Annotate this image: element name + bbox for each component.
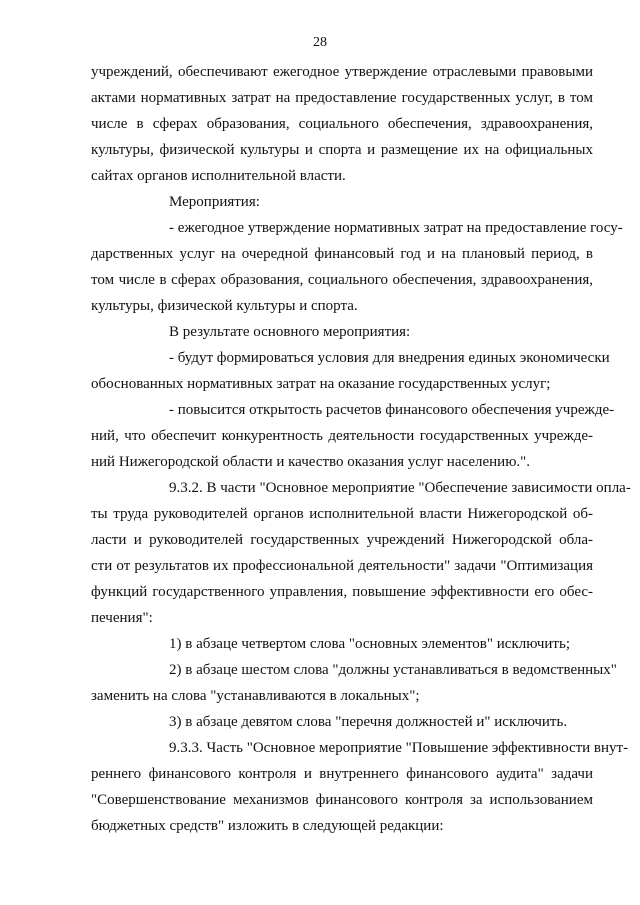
text-line: актами нормативных затрат на предоставление государственных услуг, в том — [91, 90, 593, 106]
text-line: заменить на слова "устанавливаются в локальных"; — [91, 688, 420, 704]
text-line: ний Нижегородской области и качество оказания услуг населению.". — [91, 454, 531, 470]
text-line: дарственных услуг на очередной финансовый год и на плановый период, в — [91, 246, 593, 262]
text-line: - ежегодное утверждение нормативных затрат на предоставление госу- — [169, 220, 623, 236]
text-line: реннего финансового контроля и внутреннего финансового аудита" задачи — [91, 766, 593, 782]
text-line: культуры, физической культуры и спорта и размещение их на официальных — [91, 142, 593, 158]
text-line: учреждений, обеспечивают ежегодное утверждение отраслевыми правовыми — [91, 64, 593, 80]
text-line: функций государственного управления, повышение эффективности его обес- — [91, 584, 593, 600]
text-line: бюджетных средств" изложить в следующей редакции: — [91, 818, 444, 834]
text-line: ний, что обеспечит конкурентность деятельности государственных учрежде- — [91, 428, 593, 444]
text-line: Мероприятия: — [169, 194, 260, 210]
text-line: печения": — [91, 610, 153, 626]
text-line: В результате основного мероприятия: — [169, 324, 411, 340]
text-line: - повысится открытость расчетов финансового обеспечения учрежде- — [169, 402, 615, 418]
text-line: 2) в абзаце шестом слова "должны устанавливаться в ведомственных" — [169, 662, 617, 678]
text-line: - будут формироваться условия для внедрения единых экономически — [169, 350, 610, 366]
text-line: культуры, физической культуры и спорта. — [91, 298, 358, 314]
text-line: обоснованных нормативных затрат на оказание государственных услуг; — [91, 376, 551, 392]
text-line: 9.3.2. В части "Основное мероприятие "Обеспечение зависимости опла- — [169, 480, 631, 496]
document-body — [91, 59, 631, 839]
text-line: том числе в сферах образования, социального обеспечения, здравоохранения, — [91, 272, 593, 288]
text-line: ласти и руководителей государственных учреждений Нижегородской обла- — [91, 532, 593, 548]
text-line: сайтах органов исполнительной власти. — [91, 168, 346, 184]
text-line: ты труда руководителей органов исполнительной власти Нижегородской об- — [91, 506, 593, 522]
text-line: 9.3.3. Часть "Основное мероприятие "Повышение эффективности внут- — [169, 740, 629, 756]
text-line: 3) в абзаце девятом слова "перечня должностей и" исключить. — [169, 714, 568, 730]
text-line: сти от результатов их профессиональной деятельности" задачи "Оптимизация — [91, 558, 593, 574]
text-line: числе в сферах образования, социального обеспечения, здравоохранения, — [91, 116, 593, 132]
text-line: "Совершенствование механизмов финансового контроля за использованием — [91, 792, 593, 808]
text-line: 1) в абзаце четвертом слова "основных элементов" исключить; — [169, 636, 570, 652]
page-number: 28 — [313, 35, 327, 50]
